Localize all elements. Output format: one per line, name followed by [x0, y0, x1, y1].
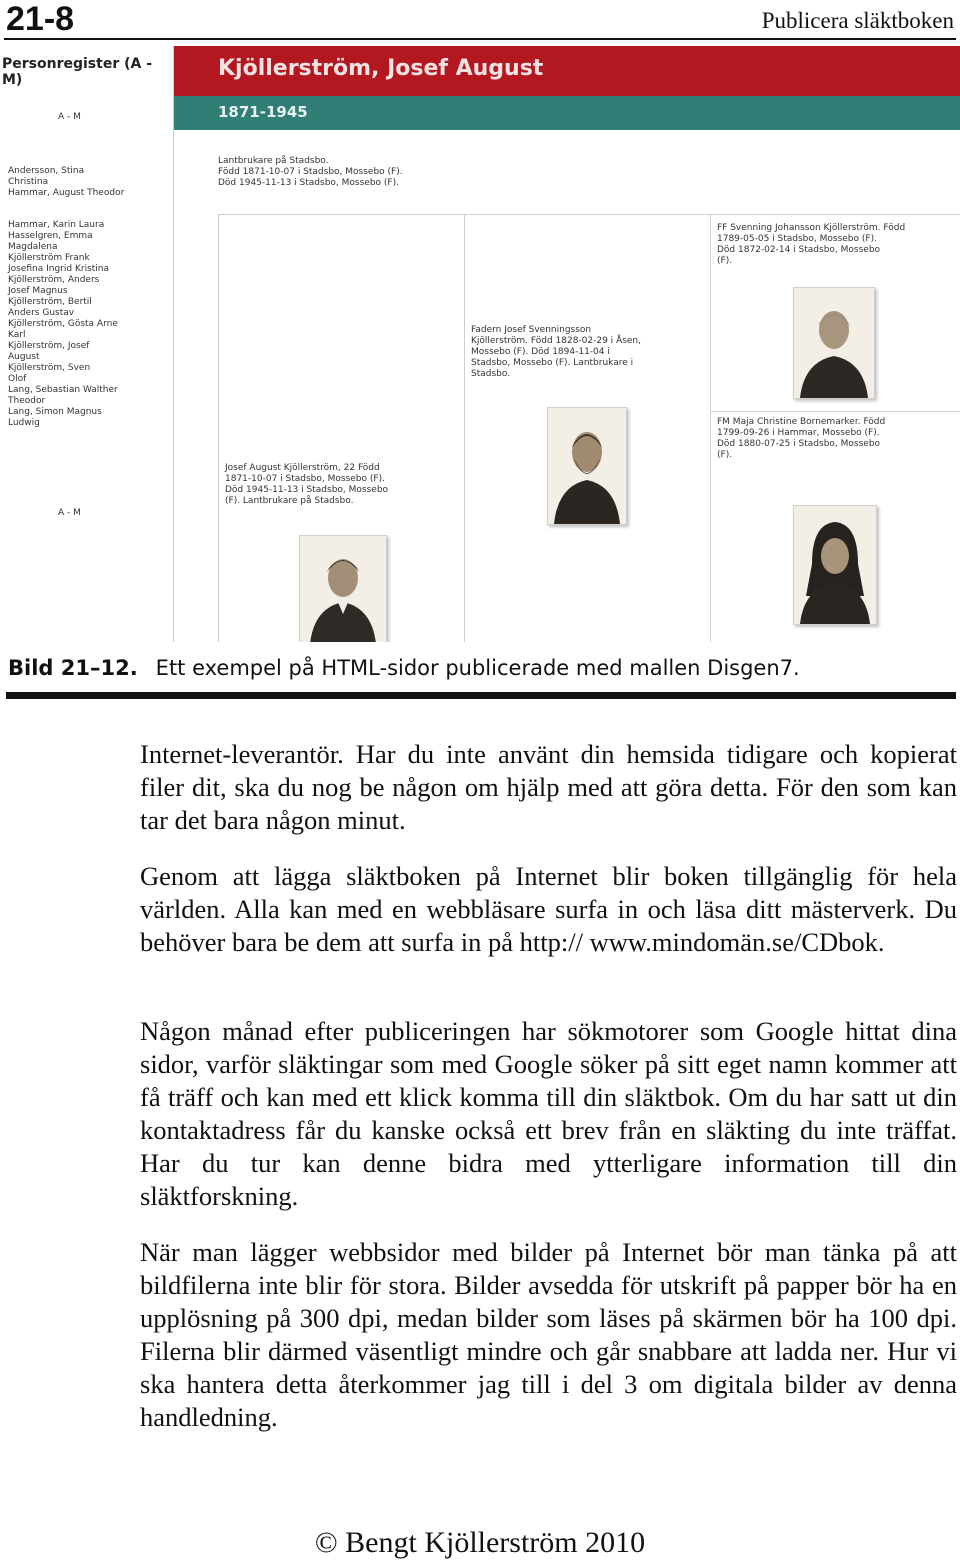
- grandmother-text-line: (F).: [717, 450, 733, 460]
- grandmother-portrait: [793, 505, 877, 625]
- father-text: [471, 325, 641, 380]
- grandmother-text-line: Död 1880-07-25 i Stadsbo, Mossebo: [717, 439, 881, 449]
- person-info: [218, 156, 403, 189]
- father-text-line: Fadern Josef Svenningsson: [471, 325, 592, 335]
- info-line: Död 1945-11-13 i Stadsbo, Mossebo (F).: [218, 178, 399, 188]
- index-entry-link[interactable]: Christina: [8, 177, 49, 187]
- subject-text-line: 1871-10-07 i Stadsbo, Mossebo (F).: [225, 474, 385, 484]
- page-header: [0, 0, 960, 40]
- index-entry-link[interactable]: Josefina Ingrid Kristina: [8, 264, 110, 274]
- paragraph-3: Någon månad efter publiceringen har sökmotorer som Google hittat dina sidor, varför släktingar som med Google söker på sitt eget namn kommer att få träff och kan med ett klick komma till din släktbok. Om du har satt ut din kontaktadress får du kanske också ett brev från en släkting du inte träffat. Har du tur kan denne bidra med ytterligare information till din släktforskning.: [140, 1016, 957, 1211]
- chapter-number: 21-8: [6, 0, 75, 38]
- index-entry-link[interactable]: Andersson, Stina: [8, 166, 85, 176]
- header-divider: [4, 38, 956, 40]
- index-range-top[interactable]: A - M: [58, 112, 81, 122]
- index-entry-link[interactable]: Kjöllerström, Bertil: [8, 297, 92, 307]
- grandparents-divider: [711, 411, 960, 412]
- info-line: Lantbrukare på Stadsbo.: [218, 156, 329, 166]
- portrait-old-man-icon: [794, 288, 874, 398]
- grandfather-text-line: 1789-05-05 i Stadsbo, Mossebo (F).: [717, 234, 877, 244]
- grandfather-text: [717, 223, 905, 267]
- person-index-sidebar: [0, 46, 170, 642]
- index-entry-link[interactable]: Kjöllerström Frank: [8, 253, 90, 263]
- index-entry-link[interactable]: Ludwig: [8, 418, 40, 428]
- subject-column: [218, 214, 464, 642]
- index-entry-link[interactable]: Lang, Sebastian Walther: [8, 385, 118, 395]
- index-entry-link[interactable]: Karl: [8, 330, 26, 340]
- index-entry-link[interactable]: Lang, Simon Magnus: [8, 407, 102, 417]
- portrait-bearded-man-icon: [548, 408, 626, 524]
- index-entry-link[interactable]: Hammar, Karin Laura: [8, 220, 105, 230]
- index-title: Personregister (A - M): [2, 56, 153, 88]
- index-entry-link[interactable]: Kjöllerström, Josef: [8, 341, 90, 351]
- father-portrait: [547, 407, 627, 525]
- index-list-b: [8, 220, 158, 429]
- index-entry-link[interactable]: Hasselgren, Emma: [8, 231, 93, 241]
- grandmother-text: [717, 417, 885, 461]
- grandfather-text-line: FF Svenning Johansson Kjöllerström. Född: [717, 223, 906, 233]
- index-entry-link[interactable]: Anders Gustav: [8, 308, 75, 318]
- index-entry-link[interactable]: Kjöllerström, Gösta Arne: [8, 319, 118, 329]
- paragraph-1: Internet-leverantör. Har du inte använt din hemsida tidigare och kopierat filer dit, ska du nog be någon om hjälp med att göra detta. För den som kan tar det bara någon minut.: [140, 739, 957, 835]
- grandparents-column: [710, 214, 960, 642]
- portrait-young-man-icon: [300, 536, 386, 642]
- index-range-bottom[interactable]: A - M: [58, 508, 81, 518]
- index-entry-link[interactable]: Theodor: [8, 396, 46, 406]
- index-entry-link[interactable]: Magdalena: [8, 242, 58, 252]
- grandfather-portrait: [793, 287, 875, 399]
- chapter-title: Publicera släktboken: [761, 8, 954, 33]
- subject-text-line: Josef August Kjöllerström, 22 Född: [225, 463, 380, 473]
- portrait-old-woman-icon: [794, 506, 876, 624]
- paragraph-4: När man lägger webbsidor med bilder på Internet bör man tänka på att bildfilerna inte blir för stora. Bilder avsedda för utskrift på papper bör ha en upplösning på 300 dpi, medan bilder som läses på skärmen bör ha 100 dpi. Filerna blir därmed väsentligt mindre och går snabbare att ladda ner. Hur vi ska hantera detta återkommer jag till i del 3 om digitala bilder av denna handledning.: [140, 1237, 957, 1432]
- subject-text-line: (F). Lantbrukare på Stadsbo.: [225, 496, 354, 506]
- index-entry-link[interactable]: Kjöllerström, Anders: [8, 275, 100, 285]
- grandmother-text-line: FM Maja Christine Bornemarker. Född: [717, 417, 886, 427]
- index-entry-link[interactable]: Josef Magnus: [8, 286, 68, 296]
- index-entry-link[interactable]: Kjöllerström, Sven: [8, 363, 91, 373]
- person-name: Kjöllerström, Josef August: [218, 56, 544, 81]
- person-page: [173, 46, 960, 642]
- subject-portrait: [299, 535, 387, 642]
- grandfather-text-line: Död 1872-02-14 i Stadsbo, Mossebo: [717, 245, 881, 255]
- person-name-banner: [174, 46, 960, 96]
- info-line: Född 1871-10-07 i Stadsbo, Mossebo (F).: [218, 167, 403, 177]
- index-entry-link[interactable]: August: [8, 352, 40, 362]
- subject-text: [225, 463, 388, 507]
- father-column: [464, 214, 710, 642]
- figure-caption: [8, 656, 800, 680]
- caption-divider: [6, 692, 956, 699]
- figure-caption-text: Ett exempel på HTML-sidor publicerade med mallen Disgen7.: [155, 656, 800, 680]
- subject-text-line: Död 1945-11-13 i Stadsbo, Mossebo: [225, 485, 389, 495]
- grandmother-text-line: 1799-09-26 i Hammar, Mossebo (F).: [717, 428, 880, 438]
- person-years-banner: [174, 96, 960, 130]
- index-list-a: [8, 166, 158, 199]
- father-text-line: Mossebo (F). Död 1894-11-04 i: [471, 347, 610, 357]
- father-text-line: Kjöllerström. Född 1828-02-29 i Åsen,: [471, 336, 641, 346]
- paragraph-2: Genom att lägga släktboken på Internet blir boken tillgänglig för hela världen. Alla kan med en webbläsare surfa in och läsa ditt mästerverk. Du behöver bara be dem att surfa in på http:// www.mindomän.se/CDbok.: [140, 861, 957, 957]
- figure-number: Bild 21–12.: [8, 656, 138, 680]
- copyright-footer: © Bengt Kjöllerström 2010: [314, 1526, 646, 1559]
- screenshot-figure: [0, 46, 960, 642]
- father-text-line: Stadsbo.: [471, 369, 511, 379]
- person-years: 1871-1945: [218, 103, 308, 121]
- grandfather-text-line: (F).: [717, 256, 733, 266]
- father-text-line: Stadsbo, Mossebo (F). Lantbrukare i: [471, 358, 634, 368]
- index-entry-link[interactable]: Hammar, August Theodor: [8, 188, 125, 198]
- index-entry-link[interactable]: Olof: [8, 374, 27, 384]
